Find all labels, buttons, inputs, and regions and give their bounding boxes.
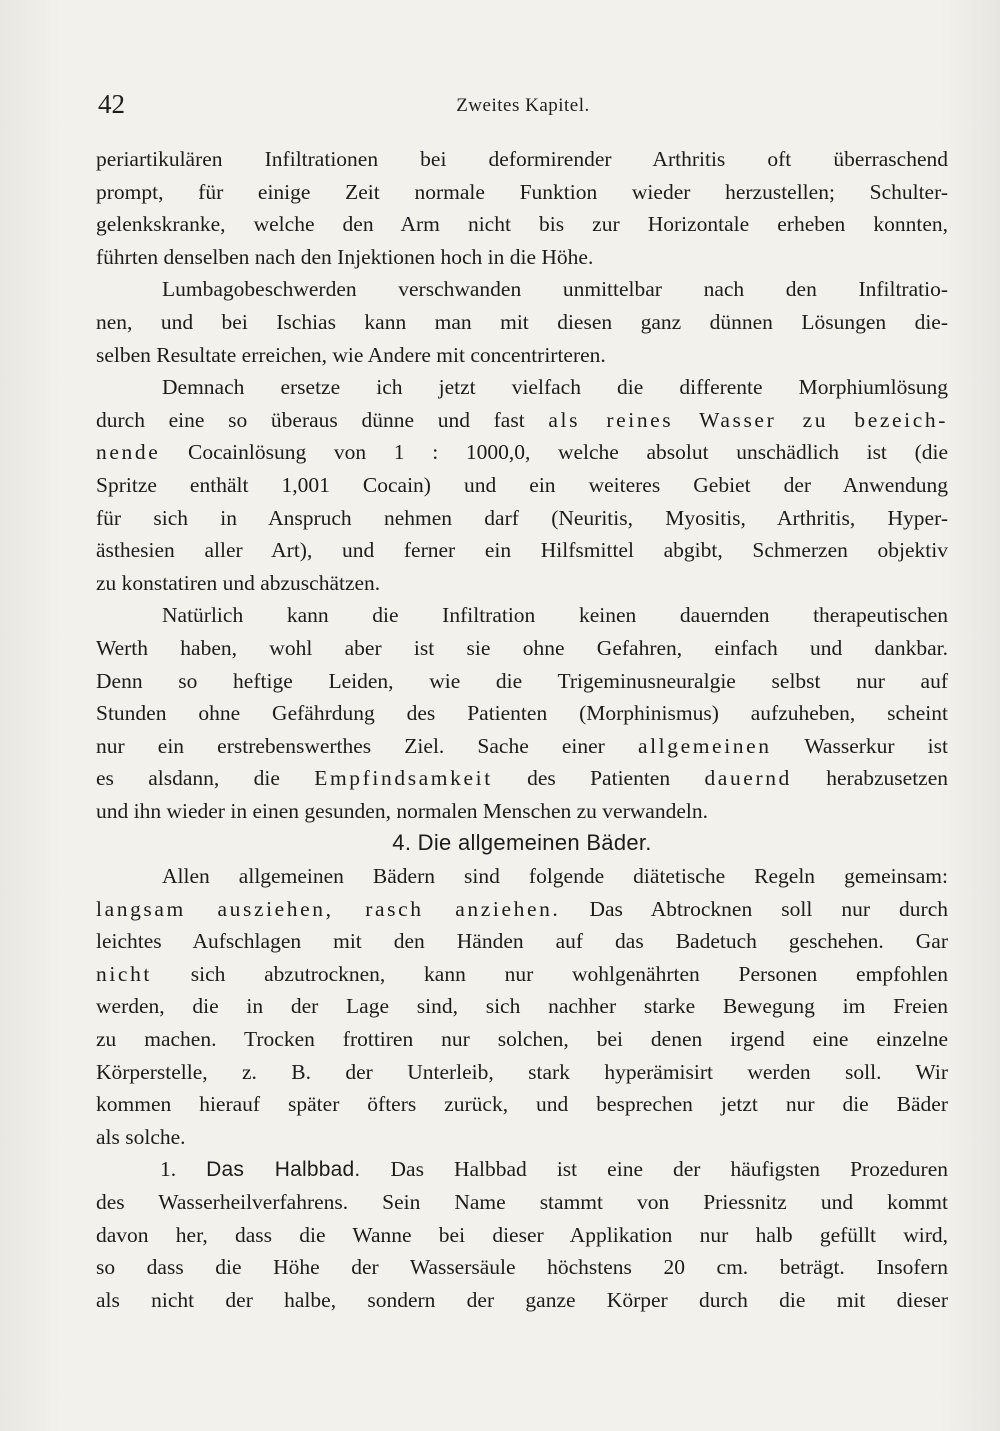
- text-line: Allen allgemeinen Bädern sind folgende diätetische Regeln gemeinsam:: [162, 864, 948, 889]
- text-line: leichtes Aufschlagen mit den Händen auf das Badetuch geschehen. Gar: [96, 929, 948, 954]
- text-run: durch eine so überaus dünne und fast: [96, 407, 549, 432]
- text-line: periartikulären Infiltrationen bei deformirender Arthritis oft überraschend: [96, 147, 948, 171]
- text-line: als nicht der halbe, sondern der ganze Körper durch die mit dieser: [96, 1287, 948, 1312]
- text-line: [96, 404, 948, 437]
- emphasis-spaced: allgemeinen: [637, 733, 772, 758]
- text-run: herabzusetzen: [791, 766, 948, 791]
- page-header: [98, 86, 948, 126]
- text-line: zu machen. Trocken frottiren nur solchen, bei denen irgend eine einzelne: [96, 1027, 948, 1052]
- running-head: Zweites Kapitel.: [456, 95, 590, 116]
- body-text: [96, 143, 948, 1316]
- emphasis-spaced: dauernd: [704, 766, 792, 791]
- text-line: für sich in Anspruch nehmen darf (Neuritis, Myositis, Arthritis, Hyper-: [96, 505, 948, 530]
- text-run: 1.: [160, 1157, 207, 1182]
- text-line: als solche.: [96, 1124, 186, 1149]
- text-line: davon her, dass die Wanne bei dieser Applikation nur halb gefüllt wird,: [96, 1222, 948, 1247]
- section-heading: 4. Die allgemeinen Bäder.: [392, 830, 652, 856]
- text-run: Wasserkur ist: [771, 733, 948, 758]
- emphasis-spaced: nende: [96, 440, 161, 465]
- emphasis-spaced: als reines Wasser zu bezeich-: [548, 407, 948, 432]
- text-line: [96, 730, 948, 763]
- text-run: es alsdann, die: [96, 766, 315, 791]
- text-line: so dass die Höhe der Wassersäule höchstens 20 cm. beträgt. Insofern: [96, 1255, 948, 1280]
- text-line: werden, die in der Lage sind, sich nachher starke Bewegung im Freien: [96, 994, 948, 1019]
- text-line: [96, 762, 948, 795]
- text-line: Denn so heftige Leiden, wie die Trigeminusneuralgie selbst nur auf: [96, 668, 948, 693]
- text-line: [96, 958, 948, 991]
- text-line: [96, 1153, 948, 1186]
- page-number: 42: [98, 89, 125, 119]
- text-line: prompt, für einige Zeit normale Funktion wieder herzustellen; Schulter-: [96, 179, 948, 204]
- text-line: Werth haben, wohl aber ist sie ohne Gefahren, einfach und dankbar.: [96, 635, 948, 660]
- text-run: Cocainlösung von 1 : 1000,0, welche absolut unschädlich ist (die: [160, 440, 948, 465]
- text-line: zu konstatiren und abzuschätzen.: [96, 570, 381, 595]
- text-line: gelenkskranke, welche den Arm nicht bis zur Horizontale erheben konnten,: [96, 212, 948, 237]
- text-run: Das Abtrocknen soll nur durch: [560, 896, 948, 921]
- emphasis-spaced: langsam ausziehen, rasch anziehen.: [96, 896, 561, 921]
- text-line: Spritze enthält 1,001 Cocain) und ein weiteres Gebiet der Anwendung: [96, 472, 948, 497]
- emphasis-spaced: nicht: [96, 961, 152, 986]
- text-run: des Patienten: [492, 766, 705, 791]
- text-line: Stunden ohne Gefährdung des Patienten (Morphinismus) aufzuheben, scheint: [96, 701, 948, 726]
- text-line: Demnach ersetze ich jetzt vielfach die differente Morphiumlösung: [162, 375, 948, 400]
- text-run: Das Halbbad ist eine der häufigsten Prozeduren: [360, 1157, 948, 1182]
- text-line: ästhesien aller Art), und ferner ein Hilfsmittel abgibt, Schmerzen objektiv: [96, 538, 948, 563]
- text-line: selben Resultate erreichen, wie Andere mit concentrirteren.: [96, 342, 606, 367]
- text-run: nur ein erstrebenswerthes Ziel. Sache einer: [96, 733, 638, 758]
- text-line: und ihn wieder in einen gesunden, normalen Menschen zu verwandeln.: [96, 798, 708, 823]
- text-line: Lumbagobeschwerden verschwanden unmittelbar nach den Infiltratio-: [162, 277, 948, 302]
- text-line: nen, und bei Ischias kann man mit diesen ganz dünnen Lösungen die-: [96, 309, 948, 334]
- runin-heading: Das Halbbad.: [206, 1158, 361, 1182]
- text-run: sich abzutrocknen, kann nur wohlgenährten Personen empfohlen: [152, 961, 948, 986]
- text-line: führten denselben nach den Injektionen hoch in die Höhe.: [96, 244, 594, 269]
- text-line: Körperstelle, z. B. der Unterleib, stark hyperämisirt werden soll. Wir: [96, 1059, 948, 1084]
- text-line: kommen hierauf später öfters zurück, und besprechen jetzt nur die Bäder: [96, 1092, 948, 1117]
- text-line: Natürlich kann die Infiltration keinen dauernden therapeutischen: [162, 603, 948, 628]
- text-line: [96, 436, 948, 469]
- text-line: [96, 893, 948, 926]
- emphasis-spaced: Empfindsamkeit: [314, 766, 493, 791]
- text-line: des Wasserheilverfahrens. Sein Name stammt von Priessnitz und kommt: [96, 1190, 948, 1214]
